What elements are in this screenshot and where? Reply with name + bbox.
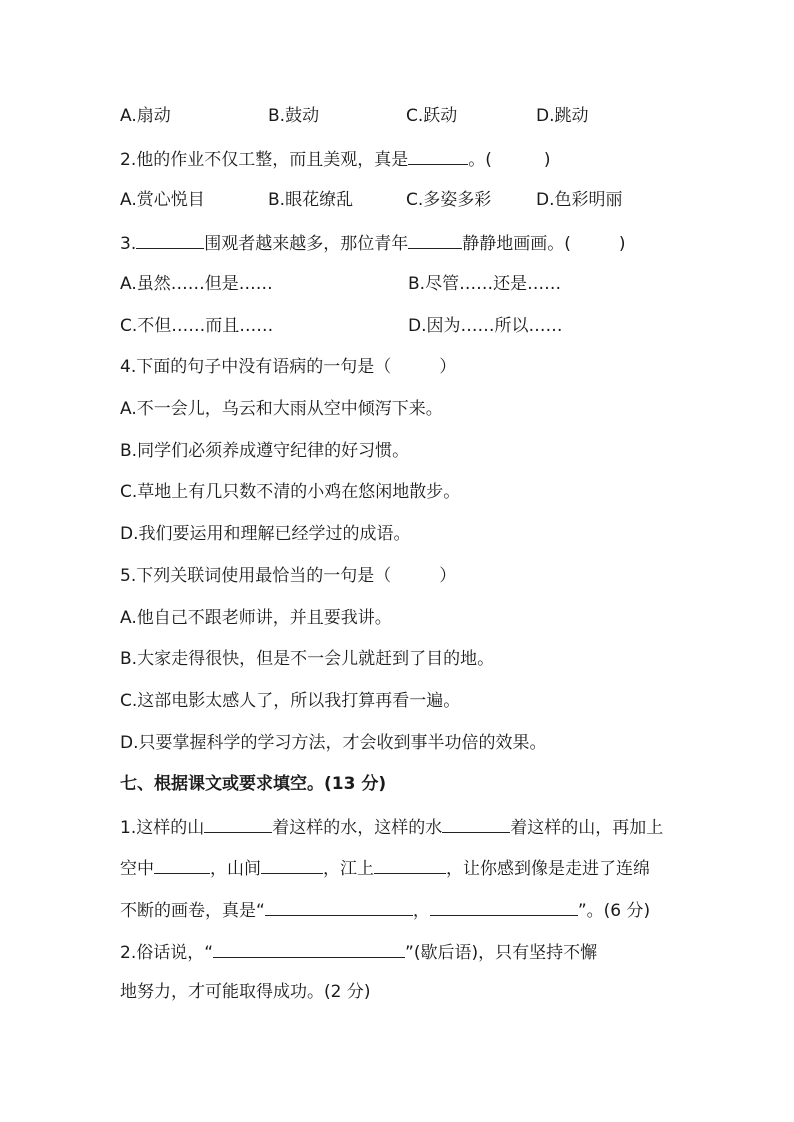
q2-paren-open: 。(: [468, 150, 492, 170]
q4-option-a: A.不一会儿，乌云和大雨从空中倾泻下来。: [120, 399, 443, 419]
s7-q2-text-a: 2.俗话说，“: [120, 943, 214, 963]
s7-q1-text-c: 着这样的山，再加上: [510, 818, 664, 838]
q3-mid-text: 围观者越来越多，那位青年: [204, 234, 409, 254]
q2-stem-text: 2.他的作业不仅工整，而且美观，真是: [120, 150, 409, 170]
q2-option-d: D.色彩明丽: [536, 190, 623, 210]
q2-paren-close: ): [543, 150, 551, 170]
s7-q2-blank[interactable]: [213, 939, 405, 958]
s7-q1-blank-6[interactable]: [265, 897, 413, 916]
q5-option-c: C.这部电影太感人了，所以我打算再看一遍。: [120, 691, 461, 711]
s7-q1-text-e: ，山间: [210, 859, 261, 879]
s7-q1-blank-7[interactable]: [430, 897, 578, 916]
q2-stem: [120, 146, 551, 172]
s7-q1-line3: [120, 897, 650, 923]
q5-option-d: D.只要掌握科学的学习方法，才会收到事半功倍的效果。: [120, 733, 547, 753]
s7-q1-text-j: ”。(6 分): [577, 901, 651, 921]
s7-q1-blank-3[interactable]: [154, 855, 210, 874]
q3-option-c: C.不但……而且……: [120, 316, 274, 336]
s7-q1-line1: [120, 814, 663, 840]
section-7-title: 七、根据课文或要求填空。(13 分): [120, 774, 387, 794]
s7-q1-text-a: 1.这样的山: [120, 818, 205, 838]
s7-q1-line2: [120, 855, 650, 881]
s7-q1-text-d: 空中: [120, 859, 154, 879]
q5-stem: [120, 564, 456, 588]
s7-q1-blank-5[interactable]: [374, 855, 446, 874]
q1-option-b: B.鼓动: [268, 106, 320, 126]
q1-option-d: D.跳动: [536, 106, 589, 126]
s7-q1-text-h: 不断的画卷，真是“: [120, 901, 265, 921]
q3-number: 3.: [120, 234, 137, 254]
s7-q1-text-b: 着这样的水，这样的水: [272, 818, 443, 838]
q4-stem-text: 4.下面的句子中没有语病的一句是（: [120, 357, 392, 377]
q4-option-d: D.我们要运用和理解已经学过的成语。: [120, 524, 411, 544]
q3-option-a: A.虽然……但是……: [120, 274, 273, 294]
s7-q2-line1: [120, 939, 597, 965]
q5-option-a: A.他自己不跟老师讲，并且要我讲。: [120, 608, 392, 628]
s7-q1-text-g: ，让你感到像是走进了连绵: [446, 859, 650, 879]
q4-option-b: B.同学们必须养成遵守纪律的好习惯。: [120, 441, 410, 461]
q2-option-c: C.多姿多彩: [406, 190, 492, 210]
s7-q2-text-b: ”(歇后语)，只有坚持不懈: [405, 943, 598, 963]
q3-option-d: D.因为……所以……: [408, 316, 563, 336]
q5-stem-text: 5.下列关联词使用最恰当的一句是（: [120, 566, 392, 586]
q4-paren-close: ）: [439, 357, 457, 377]
q5-paren-close: ）: [439, 566, 457, 586]
s7-q1-blank-4[interactable]: [261, 855, 323, 874]
s7-q2-line2: 地努力，才可能取得成功。(2 分): [120, 982, 371, 1002]
q4-option-c: C.草地上有几只数不清的小鸡在悠闲地散步。: [120, 482, 461, 502]
q3-tail-text: 静静地画画。(: [462, 234, 571, 254]
q1-option-c: C.跃动: [406, 106, 458, 126]
s7-q1-text-i: ，: [412, 901, 430, 921]
q1-option-a: A.扇动: [120, 106, 171, 126]
s7-q1-blank-2[interactable]: [442, 814, 510, 833]
q5-option-b: B.大家走得很快，但是不一会儿就赶到了目的地。: [120, 649, 495, 669]
q3-stem: [120, 230, 626, 256]
q2-option-a: A.赏心悦目: [120, 190, 205, 210]
q3-blank-1[interactable]: [136, 230, 204, 249]
s7-q1-text-f: ，江上: [323, 859, 374, 879]
q3-option-b: B.尽管……还是……: [408, 274, 562, 294]
q4-stem: [120, 355, 456, 379]
s7-q1-blank-1[interactable]: [204, 814, 272, 833]
q2-blank[interactable]: [408, 146, 468, 165]
q2-option-b: B.眼花缭乱: [268, 190, 354, 210]
q3-paren-close: ): [618, 234, 626, 254]
q3-blank-2[interactable]: [408, 230, 462, 249]
